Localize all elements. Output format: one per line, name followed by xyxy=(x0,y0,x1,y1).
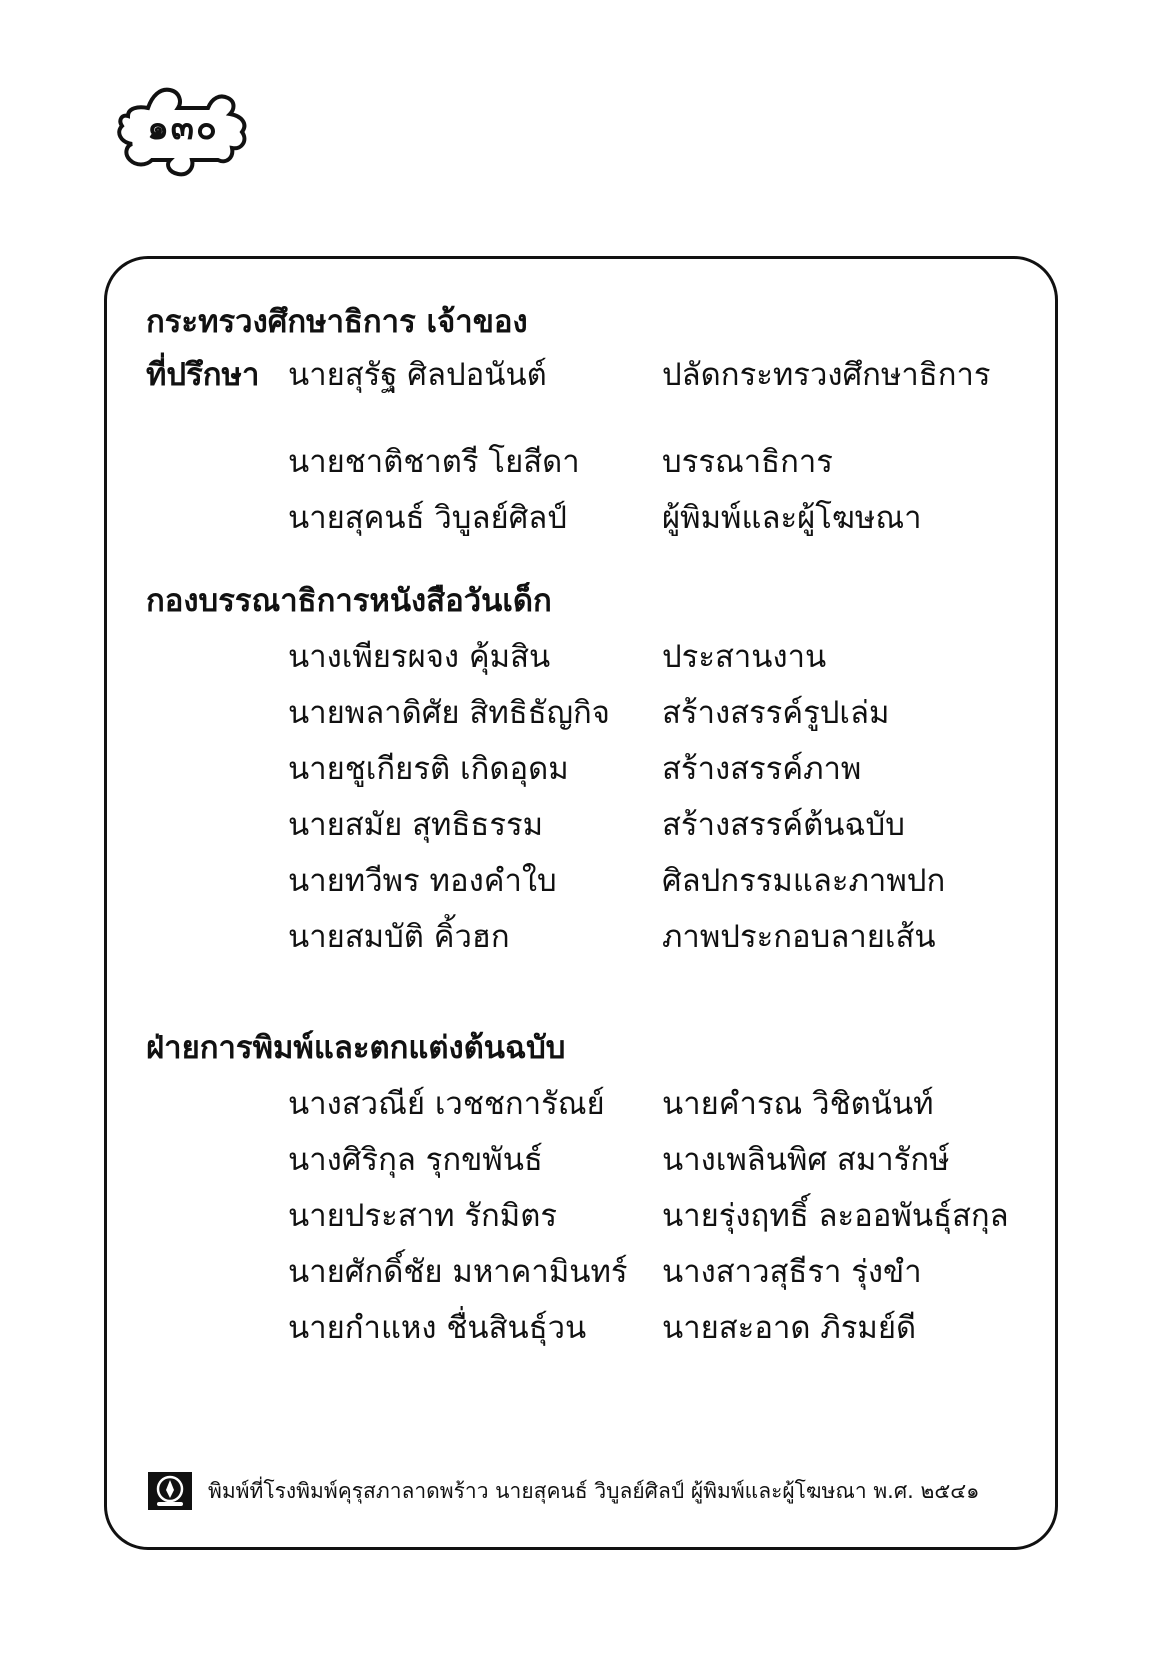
owner-heading: กระทรวงศึกษาธิการ เจ้าของ xyxy=(146,304,528,340)
printing-name-left: นายประสาท รักมิตร xyxy=(288,1198,557,1234)
printing-name-right: นางสาวสุธีรา รุ่งขำ xyxy=(662,1254,922,1290)
editorial-name: นายสมัย สุทธิธรรม xyxy=(288,807,544,843)
editorial-name: นายทวีพร ทองคำใบ xyxy=(288,863,557,899)
printer-logo xyxy=(148,1472,192,1510)
advisor-role: บรรณาธิการ xyxy=(662,444,833,480)
printing-name-right: นายคำรณ วิชิตนันท์ xyxy=(662,1086,934,1122)
printing-name-left: นายกำแหง ชื่นสินธุ์วน xyxy=(288,1310,587,1346)
page-number: ๑๓๐ xyxy=(147,108,219,148)
advisor-role: ผู้พิมพ์และผู้โฆษณา xyxy=(662,500,922,536)
editorial-role: ศิลปกรรมและภาพปก xyxy=(662,863,946,899)
printing-name-left: นางศิริกุล รุกขพันธ์ xyxy=(288,1142,543,1178)
advisors-label: ที่ปรึกษา xyxy=(146,357,260,393)
printing-heading: ฝ่ายการพิมพ์และตกแต่งต้นฉบับ xyxy=(146,1030,566,1066)
editorial-role: ภาพประกอบลายเส้น xyxy=(662,919,936,955)
printing-name-left: นายศักดิ์ชัย มหาคามินทร์ xyxy=(288,1254,628,1290)
advisor-role: ปลัดกระทรวงศึกษาธิการ xyxy=(662,357,991,393)
editorial-name: นางเพียรผจง คุ้มสิน xyxy=(288,639,551,675)
editorial-heading: กองบรรณาธิการหนังสือวันเด็ก xyxy=(146,583,552,619)
editorial-role: สร้างสรรค์รูปเล่ม xyxy=(662,695,890,731)
editorial-name: นายพลาดิศัย สิทธิธัญกิจ xyxy=(288,695,610,731)
editorial-role: สร้างสรรค์ต้นฉบับ xyxy=(662,807,905,843)
editorial-role: สร้างสรรค์ภาพ xyxy=(662,751,862,787)
editorial-name: นายชูเกียรติ เกิดอุดม xyxy=(288,751,569,787)
editorial-name: นายสมบัติ คิ้วฮก xyxy=(288,919,510,955)
printing-name-left: นางสวณีย์ เวชชการัณย์ xyxy=(288,1086,605,1122)
advisor-name: นายชาติชาตรี โยสีดา xyxy=(288,444,580,480)
advisor-row xyxy=(146,353,288,397)
printing-name-right: นายรุ่งฤทธิ์ ละออพันธุ์สกุล xyxy=(662,1198,1009,1234)
advisor-name: นายสุรัฐ ศิลปอนันต์ xyxy=(288,357,547,393)
editorial-role: ประสานงาน xyxy=(662,639,827,675)
emblem-icon xyxy=(148,1472,192,1510)
printing-name-right: นางเพลินพิศ สมารักษ์ xyxy=(662,1142,950,1178)
printing-name-right: นายสะอาด ภิรมย์ดี xyxy=(662,1310,917,1346)
printer-footer xyxy=(148,1470,1048,1514)
advisor-name: นายสุคนธ์ วิบูลย์ศิลป์ xyxy=(288,500,567,536)
printer-credit: พิมพ์ที่โรงพิมพ์คุรุสภาลาดพร้าว นายสุคนธ์ วิบูลย์ศิลป์ ผู้พิมพ์และผู้โฆษณา พ.ศ. ๒๕๔๑ xyxy=(208,1479,980,1503)
page-number-badge xyxy=(108,86,258,178)
content-frame xyxy=(104,256,1058,1550)
